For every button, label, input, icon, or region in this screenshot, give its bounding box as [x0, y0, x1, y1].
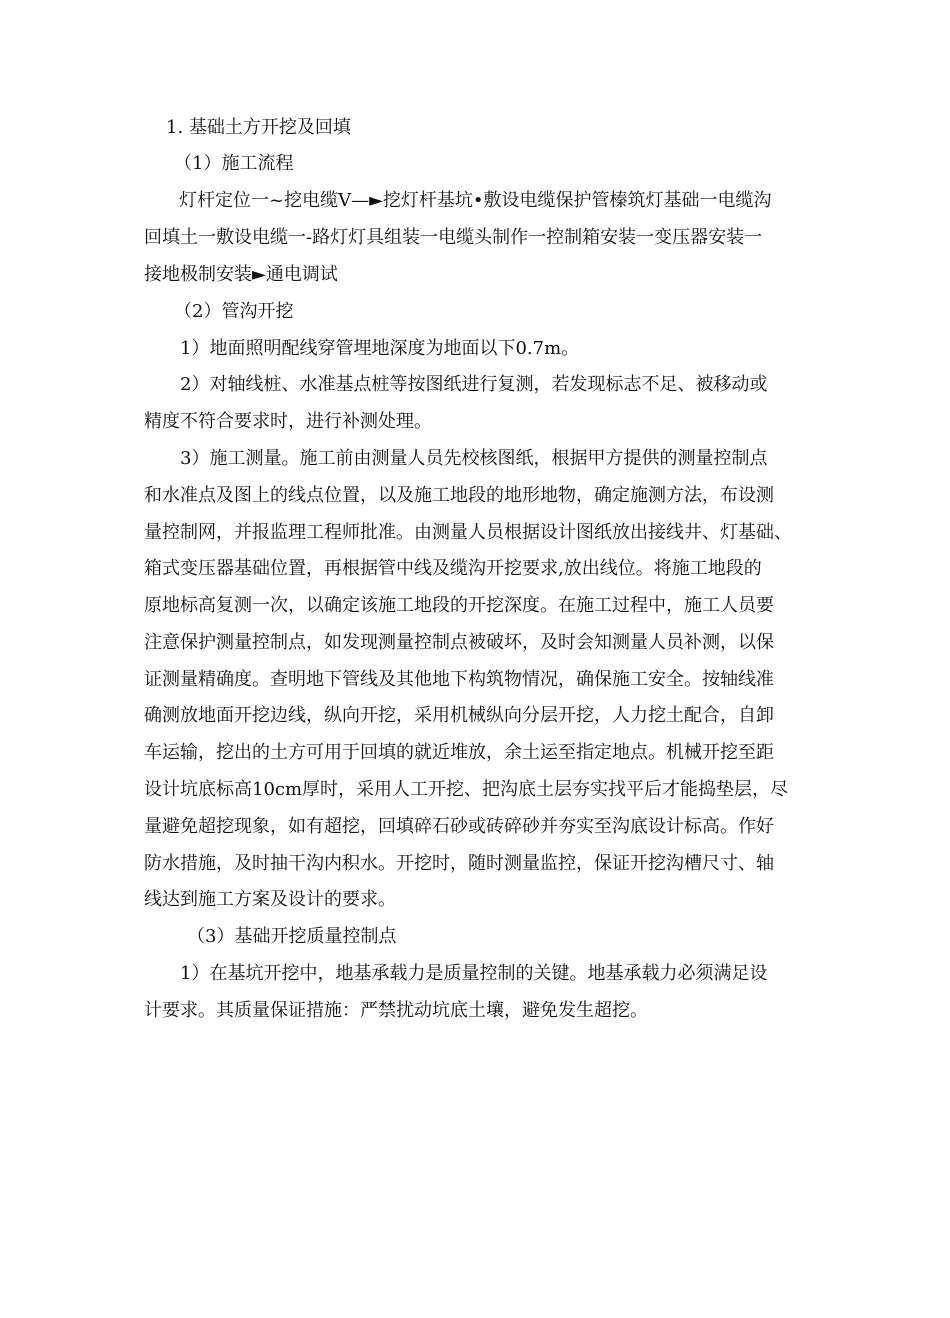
- text-line: 防水措施，及时抽干沟内积水。开挖时，随时测量监控，保证开挖沟槽尺寸、轴: [144, 853, 774, 874]
- text-line: 证测量精确度。查明地下管线及其他地下构筑物情况，确保施工安全。按轴线准: [144, 669, 774, 690]
- text-line: 3）施工测量。施工前由测量人员先校核图纸，根据甲方提供的测量控制点: [180, 448, 768, 469]
- text-line: 量控制网，并报监理工程师批准。由测量人员根据设计图纸放出接线井、灯基础、: [144, 522, 792, 543]
- text-line: 灯杆定位一~挖电缆Ⅴ—►挖灯杆基坑•敷设电缆保护管榛筑灯基础一电缆沟: [179, 190, 772, 211]
- subheading-process: （1）施工流程: [174, 153, 294, 174]
- text-line: 1）地面照明配线穿管埋地深度为地面以下0.7m。: [180, 338, 580, 359]
- text-line: 车运输，挖出的土方可用于回填的就近堆放，余土运至指定地点。机械开挖至距: [144, 742, 774, 763]
- text-line: 1）在基坑开挖中，地基承载力是质量控制的关键。地基承载力必须满足设: [180, 963, 768, 984]
- text-line: 2）对轴线桩、水准基点桩等按图纸进行复测，若发现标志不足、被移动或: [180, 374, 768, 395]
- text-line: 接地极制安装►通电调试: [144, 264, 338, 285]
- text-line: 精度不符合要求时，进行补测处理。: [144, 411, 432, 432]
- text-line: 和水准点及图上的线点位置，以及施工地段的地形地物，确定施测方法，布设测: [144, 485, 774, 506]
- text-line: 设计坑底标高10cm厚时，采用人工开挖、把沟底土层夯实找平后才能捣垫层，尽: [144, 779, 789, 800]
- text-line: 线达到施工方案及设计的要求。: [144, 889, 396, 910]
- text-line: 注意保护测量控制点，如发现测量控制点被破坏，及时会知测量人员补测，以保: [144, 632, 774, 653]
- text-line: 原地标高复测一次，以确定该施工地段的开挖深度。在施工过程中，施工人员要: [144, 595, 774, 616]
- subheading-trench: （2）管沟开挖: [174, 301, 294, 322]
- subheading-quality: （3）基础开挖质量控制点: [187, 926, 397, 947]
- text-line: 确测放地面开挖边线，纵向开挖，采用机械纵向分层开挖，人力挖土配合，自卸: [144, 705, 774, 726]
- text-line: 回填土一敷设电缆一-路灯灯具组装一电缆头制作一控制箱安装一变压器安装一: [144, 227, 763, 248]
- text-line: 箱式变压器基础位置，再根据管中线及缆沟开挖要求,放出线位。将施工地段的: [144, 558, 762, 579]
- text-line: 计要求。其质量保证措施：严禁扰动坑底土壤，避免发生超挖。: [144, 1000, 648, 1021]
- section-heading: 1. 基础土方开挖及回填: [166, 117, 351, 138]
- text-line: 量避免超挖现象，如有超挖，回填碎石砂或砖碎砂并夯实至沟底设计标高。作好: [144, 816, 774, 837]
